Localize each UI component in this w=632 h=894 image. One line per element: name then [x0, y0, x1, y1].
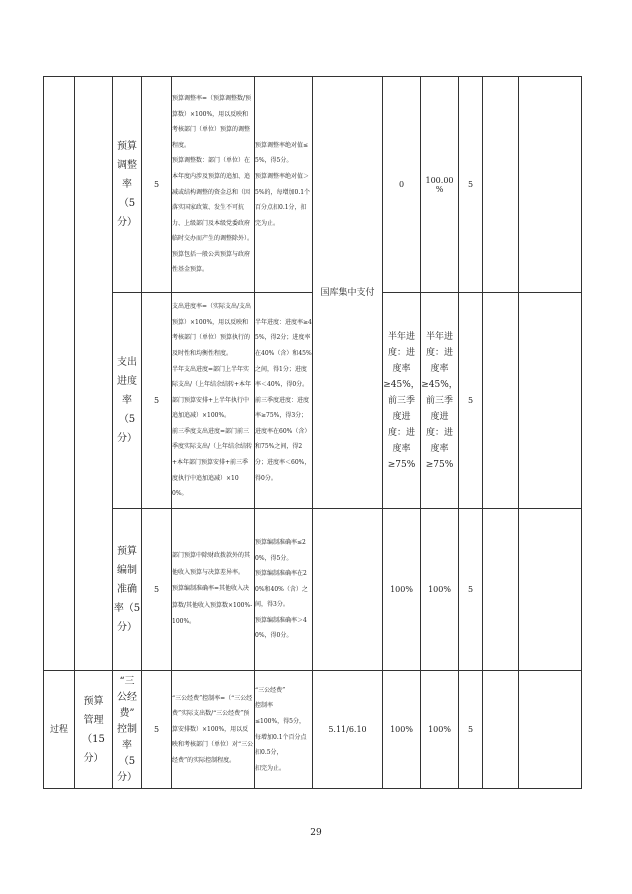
table-row: [44, 671, 582, 789]
standard-cell: 预算编制准确率≤20%，得5分。 预算编制准确率在20%和40%（含）之间，得3分。 预算编制准确率＞40%，得0分。: [255, 509, 313, 671]
empty-cell: [519, 509, 582, 671]
description-cell: 部门预算中除财政拨款外的其他收入预算与决算差异率。 预算编制准确率=其他收入决算数/其他收入预算数×100%-100%。: [172, 509, 255, 671]
level1-cell-empty: [44, 77, 75, 671]
empty-cell: [483, 293, 519, 509]
actual-value-cell: 100%: [421, 671, 459, 789]
description-cell: “三公经费”控制率=（“三公经费”实际支出数/“三公经费”预算安排数）×100%，用以反映和考核部门（单位）对“三公经费”的实际控制程度。: [172, 671, 255, 789]
score-cell: 5: [142, 509, 172, 671]
score-cell: 5: [142, 77, 172, 293]
table-row: [44, 509, 582, 671]
actual-value-cell: 100%: [421, 509, 459, 671]
empty-cell: [519, 671, 582, 789]
target-value-cell: 100%: [383, 509, 421, 671]
empty-cell: [519, 293, 582, 509]
indicator-cell: 支出 进度 率 （5 分）: [113, 293, 142, 509]
target-value-cell: 半年进 度：进 度率 ≥45%， 前三季 度进 度：进 度率 ≥75%: [383, 293, 421, 509]
empty-cell: [483, 671, 519, 789]
target-value-cell: 0: [383, 77, 421, 293]
actual-value-cell: 半年进 度：进 度率 ≥45%， 前三季 度进 度：进 度率 ≥75%: [421, 293, 459, 509]
points-cell: 5: [459, 293, 483, 509]
level2-cell-empty: [75, 77, 113, 671]
points-cell: 5: [459, 671, 483, 789]
points-cell: 5: [459, 77, 483, 293]
standard-cell: 预算调整率绝对值≤5%，得5分。 预算调整率绝对值＞5%的，每增加0.1个百分点扣0.1分，扣完为止。: [255, 77, 313, 293]
data-source-cell: [313, 509, 383, 671]
indicator-cell: 预算 编制 准确 率（5 分）: [113, 509, 142, 671]
empty-cell: [519, 77, 582, 293]
description-cell: 预算调整率=（预算调整数/预算数）×100%，用以反映和考核部门（单位）预算的调整程度。 预算调整数：部门（单位）在本年度内涉及预算的追加、追减或结构调整的资金总和（因落实国家政策、发生不可抗力、上级部门及本级党委政府临时交办而产生的调整除外）。 预算包括一般公共预算与政府性基金预算。: [172, 77, 255, 293]
points-cell: 5: [459, 509, 483, 671]
standard-cell: “三公经费” 控制率 ≤100%，得5分， 每增加0.1个百分点扣0.5分， 扣完为止。: [255, 671, 313, 789]
page-number: 29: [310, 828, 322, 838]
data-source-cell: 5.11/6.10: [313, 671, 383, 789]
score-cell: 5: [142, 293, 172, 509]
target-value-cell: 100%: [383, 671, 421, 789]
score-cell: 5: [142, 671, 172, 789]
description-cell: 支出进度率=（实际支出/支出预算）×100%，用以反映和考核部门（单位）预算执行的及时性和均衡性程度。 半年支出进度=部门上半年实际支出/（上年结余结转+本年部门预算安排+上半年执行中追加追减）×100%。 前三季度支出进度=部门前三季度实际支出/（上年结余结转+本年部门预算安排+前三季度执行中追加追减）×100%。: [172, 293, 255, 509]
indicator-cell: 预算 调整 率 （5 分）: [113, 77, 142, 293]
standard-cell: 半年进度：进度率≥45%，得2分；进度率在40%（含）和45%之间，得1分；进度率＜40%，得0分。 前三季度进度：进度率≥75%，得3分；进度率在60%（含）和75%之间，得2分；进度率＜60%，得0分。: [255, 293, 313, 509]
level2-cell: 预算 管理 （15 分）: [75, 671, 113, 789]
actual-value-cell: 100.00 %: [421, 77, 459, 293]
indicator-cell: “三 公经 费” 控制 率 （5 分）: [113, 671, 142, 789]
data-source-cell: 国库集中支付: [313, 77, 383, 509]
level1-cell: 过程: [44, 671, 75, 789]
empty-cell: [483, 509, 519, 671]
empty-cell: [483, 77, 519, 293]
performance-evaluation-table: [43, 76, 582, 789]
table-row: [44, 77, 582, 293]
